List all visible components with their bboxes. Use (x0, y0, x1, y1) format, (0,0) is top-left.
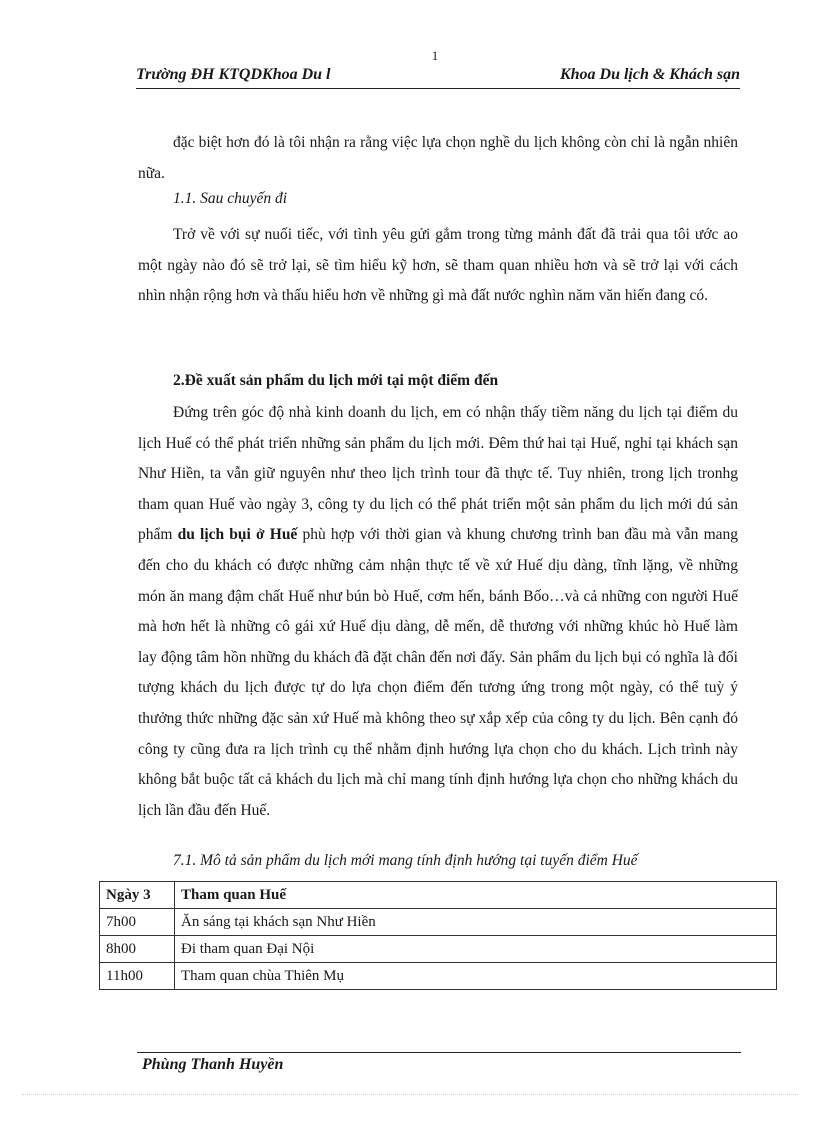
page-bottom-border (22, 1094, 798, 1095)
footer-author-name: Phùng Thanh Huyền (142, 1056, 284, 1073)
header-faculty: Khoa Du lịch & Khách sạn (559, 66, 740, 83)
table-cell-activity: Đi tham quan Đại Nội (175, 936, 777, 963)
table-row (100, 909, 777, 936)
proposal-text-end: phù hợp với thời gian và khung chương trình ban đầu mà vẫn mang đến cho du khách có được những cảm nhận thực tế về xứ Huế dịu dàng, tĩnh lặng, về những món ăn mang đậm chất Huế như bún bò Huế, cơm hến, bánh Bốo…và cả những con người Huế mà hơn hết là những cô gái xứ Huế dịu dàng, dễ mến, dễ thương với những khúc hò Huế làm lay động tâm hồn những du khách đã đặt chân đến nơi đấy. Sản phẩm du lịch bụi có nghĩa là đối tượng khách du lịch được tự do lựa chọn điểm đến tương ứng trong một ngày, có thể tuỳ ý thưởng thức những đặc sản xứ Huế mà không theo sự xắp xếp của công ty du lịch. Bên cạnh đó công ty cũng đưa ra lịch trình cụ thể nhằm định hướng lựa chọn cho du khách. Lịch trình này không bắt buộc tất cả khách du lịch mà chỉ mang tính định hướng lựa chọn cho những khách du lịch lần đầu đến Huế. (138, 526, 739, 819)
paragraph-proposal (138, 398, 738, 826)
table-cell-time: 11h00 (100, 963, 175, 990)
table-cell-time: 8h00 (100, 936, 175, 963)
subheading-product-description: 7.1. Mô tả sản phẩm du lịch mới mang tính định hướng tại tuyến điểm Huế (173, 852, 638, 869)
table-cell-time: 7h00 (100, 909, 175, 936)
header-university: Trường ĐH KTQDKhoa Du l (136, 66, 331, 83)
proposal-product-name: du lịch bụi ở Huế (177, 526, 298, 544)
table-row (100, 936, 777, 963)
table-header-day: Ngày 3 (100, 882, 175, 909)
footer-divider (137, 1052, 741, 1053)
table-cell-activity: Ăn sáng tại khách sạn Như Hiền (175, 909, 777, 936)
paragraph-after-trip: Trở về với sự nuối tiếc, với tình yêu gửi gắm trong từng mảnh đất đã trải qua tôi ước ao một ngày nào đó sẽ trở lại, sẽ tìm hiểu kỹ hơn, sẽ tham quan nhiều hơn và sẽ trở lại với cách nhìn nhận rộng hơn và thấu hiểu hơn về những gì mà đất nước nghìn năm văn hiến đang có. (138, 226, 738, 305)
page-number: 1 (431, 48, 439, 63)
section-heading: 2.Đề xuất sản phẩm du lịch mới tại một điểm đến (173, 372, 499, 389)
subheading-after-trip: 1.1. Sau chuyến đi (173, 190, 288, 207)
table-header-activity: Tham quan Huế (175, 882, 777, 909)
page-header (136, 66, 740, 89)
proposal-text-start: Đứng trên góc độ nhà kinh doanh du lịch, em có nhận thấy tiềm năng du lịch tại điểm du lịch Huế có thể phát triển những sản phẩm du lịch mới. Đêm thứ hai tại Huế, nghỉ tại khách sạn Như Hiền, ta vẫn giữ nguyên như theo lịch trình tour đã thực tế. Tuy nhiên, trong lịch tronhg tham quan Huế vào ngày 3, công ty du lịch có thể phát triển một sản phẩm du lịch mới dú sản phẩm (138, 404, 738, 544)
table-cell-activity: Tham quan chùa Thiên Mụ (175, 963, 777, 990)
itinerary-table (99, 881, 777, 990)
table-header-row (100, 882, 777, 909)
paragraph-intro: đặc biệt hơn đó là tôi nhận ra rằng việc lựa chọn nghề du lịch không còn chỉ là ngẫn nhiên nữa. (138, 134, 738, 182)
table-row (100, 963, 777, 990)
